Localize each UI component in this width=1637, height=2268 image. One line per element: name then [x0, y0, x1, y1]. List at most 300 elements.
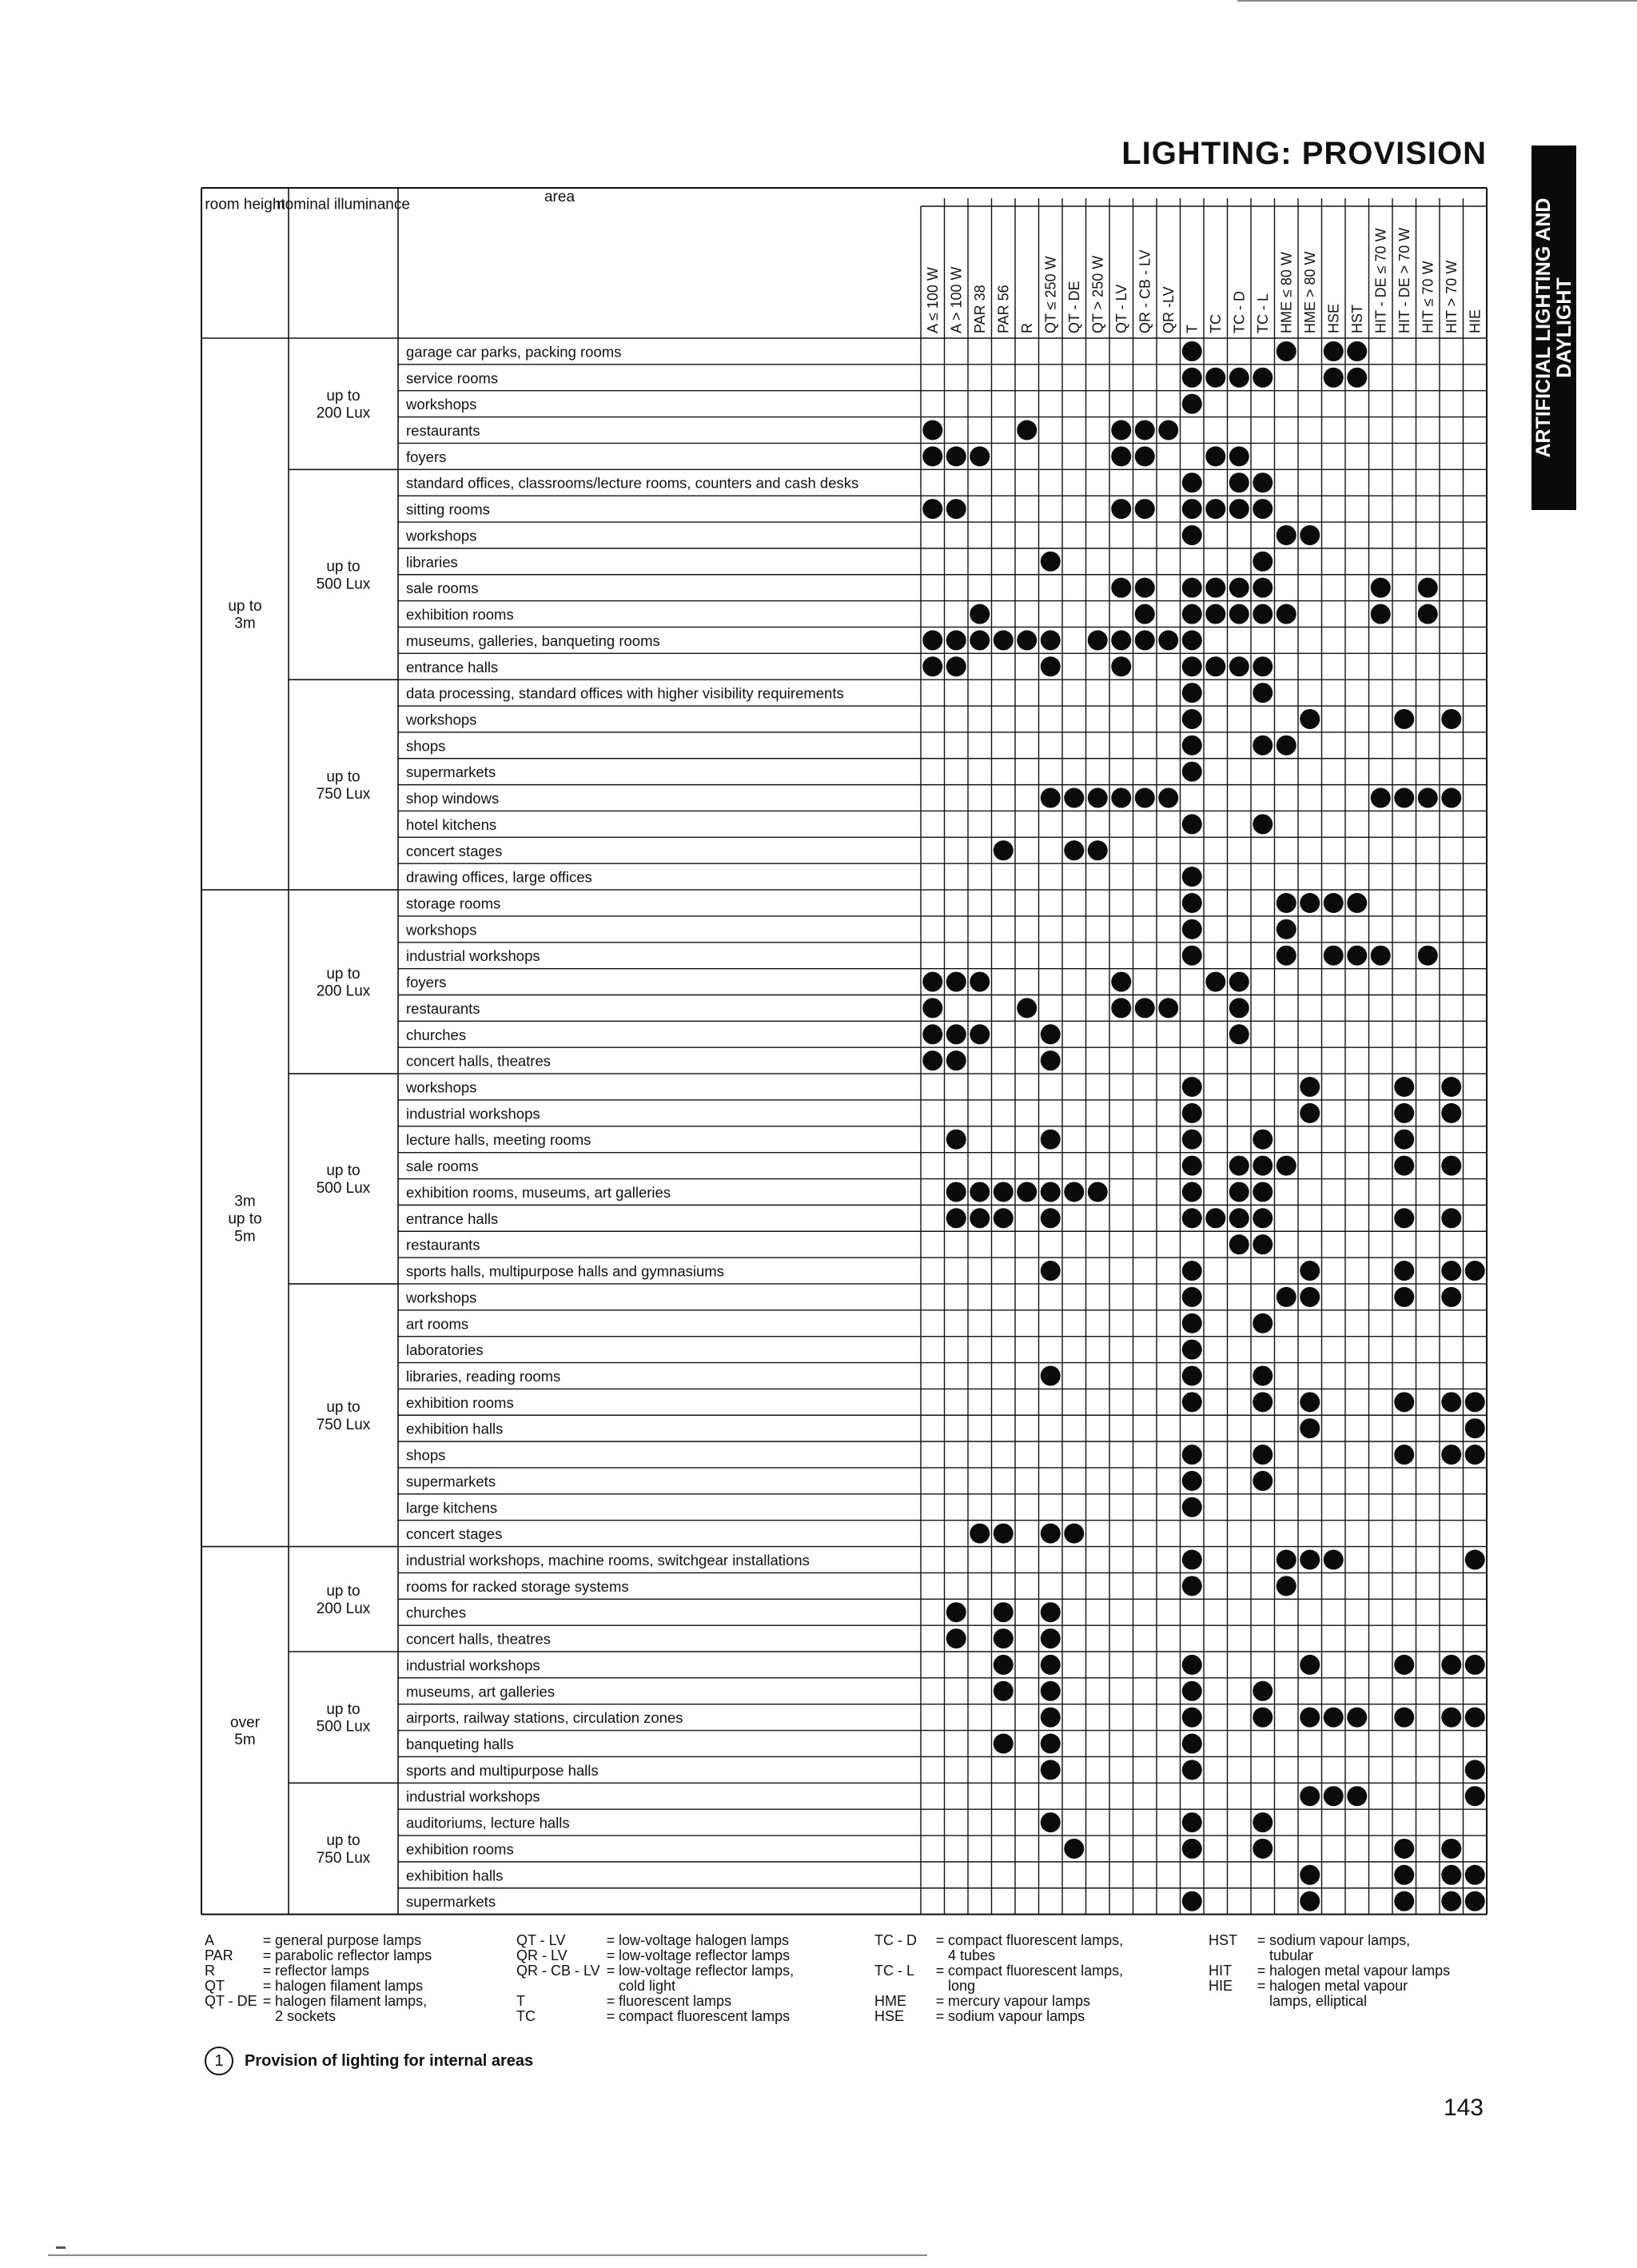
lamp-column-header: HME > 80 W	[1301, 251, 1318, 333]
row-area-label: art rooms	[406, 1315, 469, 1333]
row-area-label: exhibition rooms	[406, 1840, 514, 1858]
suitability-dot	[1394, 1891, 1414, 1911]
suitability-dot	[946, 446, 966, 466]
lamp-column-header: A > 100 W	[948, 266, 965, 333]
row-area-label: workshops	[406, 711, 477, 728]
suitability-dot	[994, 1208, 1014, 1228]
row-area-label: garage car parks, packing rooms	[406, 343, 622, 361]
room-height-label: up to 3m	[228, 597, 262, 632]
legend-equals: =	[935, 1963, 945, 1979]
legend-description: halogen filament lamps	[275, 1978, 424, 1994]
suitability-dot	[1465, 1760, 1485, 1780]
suitability-dot	[1064, 1524, 1084, 1544]
suitability-dot	[1111, 630, 1131, 650]
suitability-dot	[1300, 1655, 1320, 1675]
suitability-dot	[1182, 394, 1202, 414]
suitability-dot	[1277, 919, 1296, 939]
row-area-label: shops	[406, 1446, 446, 1464]
suitability-dot	[1182, 525, 1202, 545]
suitability-dot	[1324, 946, 1344, 966]
suitability-dot	[1300, 1549, 1320, 1569]
legend-abbreviation: PAR	[205, 1947, 233, 1963]
row-area-label: libraries	[406, 553, 458, 571]
suitability-dot	[1465, 1261, 1485, 1281]
suitability-dot	[1205, 656, 1225, 676]
suitability-dot	[1182, 1340, 1202, 1360]
row-area-label: industrial workshops	[406, 947, 540, 965]
row-area-label: standard offices, classrooms/lecture rooms, counters and cash desks	[406, 474, 859, 492]
suitability-dot	[1017, 998, 1037, 1018]
suitability-dot	[1041, 630, 1061, 650]
legend-entry	[1209, 1933, 1528, 1963]
legend-abbreviation: HME	[874, 1993, 906, 2009]
illuminance-label: up to 200 Lux	[316, 387, 371, 422]
suitability-dot	[970, 1024, 990, 1044]
suitability-dot	[1182, 1497, 1202, 1517]
suitability-dot	[1253, 1182, 1273, 1202]
suitability-dot	[1041, 1208, 1061, 1228]
suitability-dot	[1182, 1760, 1202, 1780]
suitability-dot	[1182, 1365, 1202, 1385]
suitability-dot	[1041, 656, 1061, 676]
suitability-dot	[1418, 946, 1438, 966]
suitability-dot	[1229, 998, 1249, 1018]
suitability-dot	[1253, 1208, 1273, 1228]
legend-description: sodium vapour lamps	[948, 2008, 1085, 2024]
legend-equals: =	[262, 1993, 272, 2009]
legend-description: reflector lamps	[275, 1963, 370, 1979]
legend-abbreviation: A	[205, 1932, 215, 1948]
suitability-dot	[1111, 972, 1131, 992]
illuminance-label: up to 200 Lux	[316, 965, 371, 1000]
legend-abbreviation: QT - DE	[205, 1993, 257, 2009]
suitability-dot	[1205, 368, 1225, 388]
lamp-column-header: TC - D	[1231, 291, 1248, 333]
legend-abbreviation: T	[516, 1993, 525, 2009]
legend-entry	[205, 1933, 508, 1948]
row-area-label: libraries, reading rooms	[406, 1367, 561, 1385]
suitability-dot	[1182, 1839, 1202, 1859]
suitability-dot	[946, 499, 966, 519]
legend-equals: =	[262, 1932, 272, 1948]
suitability-dot	[1324, 368, 1344, 388]
legend-column-4	[1209, 1933, 1528, 2009]
row-area-label: service rooms	[406, 369, 499, 387]
legend-entry	[205, 1994, 508, 2024]
suitability-dot	[1253, 735, 1273, 755]
row-area-label: industrial workshops, machine rooms, switchgear installations	[406, 1551, 810, 1568]
row-area-label: industrial workshops	[406, 1656, 540, 1674]
lamp-column-header: HIT ≤ 70 W	[1420, 261, 1436, 333]
lamp-column-header: HME ≤ 80 W	[1278, 252, 1295, 333]
suitability-dot	[946, 1130, 966, 1150]
suitability-dot	[1229, 1182, 1249, 1202]
row-area-label: exhibition rooms, museums, art galleries	[406, 1183, 671, 1201]
legend-abbreviation: HIT	[1209, 1963, 1232, 1979]
legend-description: general purpose lamps	[275, 1932, 422, 1948]
legend-equals: =	[1257, 1963, 1266, 1979]
suitability-dot	[1277, 604, 1296, 624]
suitability-dot	[1300, 525, 1320, 545]
suitability-dot	[922, 1050, 942, 1070]
suitability-dot	[1041, 1024, 1061, 1044]
suitability-dot	[1277, 893, 1296, 913]
suitability-dot	[1182, 1471, 1202, 1491]
legend-abbreviation: QT	[205, 1978, 225, 1994]
row-area-label: exhibition halls	[406, 1420, 504, 1437]
suitability-dot	[1158, 630, 1178, 650]
suitability-dot	[1347, 946, 1367, 966]
suitability-dot	[1182, 1261, 1202, 1281]
suitability-dot	[1253, 1365, 1273, 1385]
legend-entry	[516, 1963, 868, 1994]
suitability-dot	[1041, 1365, 1061, 1385]
lamp-column-header: QT ≤ 250 W	[1042, 256, 1059, 333]
suitability-dot	[1253, 1839, 1273, 1859]
suitability-dot	[970, 1208, 990, 1228]
suitability-dot	[1394, 1839, 1414, 1859]
row-area-label: laboratories	[406, 1341, 484, 1359]
suitability-dot	[1347, 1708, 1367, 1728]
suitability-dot	[1465, 1865, 1485, 1885]
suitability-dot	[1205, 578, 1225, 598]
suitability-dot	[1041, 552, 1061, 572]
illuminance-label: up to 500 Lux	[316, 558, 371, 593]
row-area-label: restaurants	[406, 1236, 480, 1254]
legend-description: fluorescent lamps	[619, 1993, 732, 2009]
suitability-dot	[1394, 1865, 1414, 1885]
row-area-label: sale rooms	[406, 1158, 479, 1175]
row-area-label: hotel kitchens	[406, 815, 497, 833]
legend-description: halogen filament lamps, 2 sockets	[275, 1993, 428, 2024]
legend-description: compact fluorescent lamps, long	[948, 1963, 1124, 1994]
suitability-dot	[1394, 1445, 1414, 1465]
suitability-dot	[922, 421, 942, 440]
legend-equals: =	[935, 1932, 945, 1948]
caption-text: Provision of lighting for internal areas	[245, 2051, 534, 2070]
lamp-column-header: HIE	[1467, 309, 1484, 333]
legend-equals: =	[1257, 1932, 1266, 1948]
suitability-dot	[1064, 788, 1084, 808]
row-area-label: drawing offices, large offices	[406, 868, 592, 886]
suitability-dot	[1394, 1156, 1414, 1176]
lamp-column-header: QT - DE	[1065, 281, 1082, 333]
legend-abbreviation: HSE	[874, 2008, 905, 2024]
suitability-dot	[1394, 1103, 1414, 1123]
suitability-dot	[1465, 1655, 1485, 1675]
suitability-dot	[1182, 1445, 1202, 1465]
caption-number: 1	[205, 2047, 233, 2075]
suitability-dot	[1277, 735, 1296, 755]
suitability-dot	[1182, 946, 1202, 966]
suitability-dot	[1253, 578, 1273, 598]
suitability-dot	[1182, 919, 1202, 939]
row-area-label: auditoriums, lecture halls	[406, 1814, 570, 1832]
lamp-column-header: QT - LV	[1113, 284, 1129, 333]
suitability-dot	[946, 1182, 966, 1202]
suitability-dot	[946, 1024, 966, 1044]
suitability-dot	[1041, 788, 1061, 808]
row-area-label: museums, galleries, banqueting rooms	[406, 632, 660, 649]
suitability-dot	[1229, 1156, 1249, 1176]
lamp-column-header: QT > 250 W	[1089, 255, 1106, 333]
suitability-dot	[1465, 1392, 1485, 1412]
suitability-dot	[1300, 1261, 1320, 1281]
suitability-dot	[1300, 893, 1320, 913]
suitability-dot	[1182, 762, 1202, 782]
legend-equals: =	[262, 1963, 272, 1979]
row-area-label: workshops	[406, 921, 477, 939]
row-area-label: data processing, standard offices with higher visibility requirements	[406, 684, 844, 702]
suitability-dot	[1441, 788, 1461, 808]
suitability-dot	[1182, 1576, 1202, 1596]
suitability-dot	[1182, 1287, 1202, 1307]
suitability-dot	[1111, 421, 1131, 440]
illuminance-label: up to 750 Lux	[316, 1398, 371, 1433]
figure-caption	[205, 2047, 533, 2075]
illuminance-label: up to 750 Lux	[316, 768, 371, 803]
suitability-dot	[1371, 578, 1391, 598]
header-area: area	[544, 189, 576, 205]
suitability-dot	[1394, 1392, 1414, 1412]
legend-equals: =	[262, 1947, 272, 1963]
suitability-dot	[1182, 1734, 1202, 1754]
legend-description: mercury vapour lamps	[948, 1993, 1091, 2009]
row-area-label: entrance halls	[406, 658, 499, 676]
row-area-label: supermarkets	[406, 1473, 496, 1490]
suitability-dot	[1300, 1392, 1320, 1412]
legend-abbreviation: HST	[1209, 1932, 1237, 1948]
suitability-dot	[922, 972, 942, 992]
suitability-dot	[922, 499, 942, 519]
legend-column-1	[205, 1933, 508, 2024]
suitability-dot	[1300, 1708, 1320, 1728]
suitability-dot	[1182, 368, 1202, 388]
suitability-dot	[1111, 578, 1131, 598]
suitability-dot	[1182, 814, 1202, 834]
lamp-column-header: PAR 56	[995, 285, 1012, 333]
suitability-dot	[1182, 893, 1202, 913]
suitability-dot	[1182, 1708, 1202, 1728]
room-height-label: 3m up to 5m	[228, 1193, 262, 1246]
suitability-dot	[1229, 1234, 1249, 1254]
suitability-dot	[1441, 1891, 1461, 1911]
lamp-column-header: A ≤ 100 W	[924, 267, 941, 333]
legend-abbreviation: TC - L	[874, 1963, 915, 1979]
suitability-dot	[1253, 1392, 1273, 1412]
suitability-dot	[1300, 1077, 1320, 1097]
row-area-label: sitting rooms	[406, 500, 490, 518]
suitability-dot	[1135, 998, 1155, 1018]
suitability-dot	[1253, 1812, 1273, 1832]
suitability-dot	[1182, 1103, 1202, 1123]
suitability-dot	[1277, 1549, 1296, 1569]
legend-equals: =	[606, 1932, 615, 1948]
suitability-dot	[1135, 788, 1155, 808]
suitability-dot	[1324, 1549, 1344, 1569]
suitability-dot	[922, 656, 942, 676]
suitability-dot	[1088, 1182, 1108, 1202]
suitability-dot	[1182, 1812, 1202, 1832]
suitability-dot	[946, 630, 966, 650]
suitability-dot	[1182, 1208, 1202, 1228]
row-area-label: supermarkets	[406, 1893, 496, 1911]
suitability-dot	[1182, 1182, 1202, 1202]
suitability-dot	[1182, 499, 1202, 519]
suitability-dot	[1064, 1839, 1084, 1859]
suitability-dot	[1158, 421, 1178, 440]
suitability-dot	[922, 1024, 942, 1044]
legend-equals: =	[606, 1993, 615, 2009]
lamp-column-header: HIT - DE ≤ 70 W	[1372, 228, 1389, 333]
section-tab-label: ARTIFICIAL LIGHTING AND DAYLIGHT	[1532, 197, 1575, 458]
suitability-dot	[1253, 499, 1273, 519]
suitability-dot	[1394, 1708, 1414, 1728]
legend-abbreviation: TC - D	[874, 1932, 917, 1948]
suitability-dot	[1441, 1708, 1461, 1728]
suitability-dot	[1182, 1891, 1202, 1911]
suitability-dot	[1111, 998, 1131, 1018]
suitability-dot	[1441, 1156, 1461, 1176]
suitability-dot	[1347, 368, 1367, 388]
row-area-label: industrial workshops	[406, 1788, 540, 1805]
suitability-dot	[1394, 709, 1414, 729]
row-area-label: banqueting halls	[406, 1736, 514, 1753]
row-area-label: concert halls, theatres	[406, 1052, 551, 1070]
suitability-dot	[1347, 1786, 1367, 1806]
suitability-dot	[1182, 1681, 1202, 1701]
legend-abbreviation: QR - CB - LV	[516, 1963, 600, 1979]
legend-column-3	[874, 1933, 1210, 2024]
suitability-dot	[1394, 1208, 1414, 1228]
suitability-dot	[994, 1602, 1014, 1622]
illuminance-label: up to 500 Lux	[316, 1162, 371, 1198]
suitability-dot	[1182, 1655, 1202, 1675]
suitability-dot	[1253, 1445, 1273, 1465]
lamp-column-header: R	[1018, 323, 1035, 333]
legend-description: parabolic reflector lamps	[275, 1947, 432, 1963]
suitability-dot	[1441, 1392, 1461, 1412]
suitability-dot	[1182, 1549, 1202, 1569]
row-area-label: storage rooms	[406, 895, 501, 912]
row-area-label: workshops	[406, 1078, 477, 1096]
suitability-dot	[970, 972, 990, 992]
suitability-dot	[1253, 656, 1273, 676]
suitability-dot	[1229, 472, 1249, 492]
suitability-dot	[1229, 446, 1249, 466]
suitability-dot	[1300, 1287, 1320, 1307]
row-area-label: sports and multipurpose halls	[406, 1761, 599, 1779]
suitability-dot	[1394, 1130, 1414, 1150]
legend-entry	[516, 1994, 868, 2009]
lamp-column-header: QR - CB - LV	[1137, 249, 1153, 333]
legend-abbreviation: QR - LV	[516, 1947, 568, 1963]
suitability-dot	[1277, 946, 1296, 966]
suitability-dot	[1205, 499, 1225, 519]
lamp-column-header: HSE	[1325, 303, 1342, 333]
suitability-dot	[1182, 1130, 1202, 1150]
suitability-dot	[994, 1182, 1014, 1202]
suitability-dot	[994, 1681, 1014, 1701]
suitability-dot	[994, 840, 1014, 860]
row-area-label: sale rooms	[406, 580, 479, 597]
suitability-dot	[1253, 1313, 1273, 1333]
suitability-dot	[1253, 552, 1273, 572]
suitability-dot	[1418, 788, 1438, 808]
suitability-dot	[1229, 499, 1249, 519]
row-area-label: sports halls, multipurpose halls and gymnasiums	[406, 1262, 724, 1280]
suitability-dot	[1064, 840, 1084, 860]
suitability-dot	[1253, 1708, 1273, 1728]
suitability-dot	[1041, 1130, 1061, 1150]
suitability-dot	[1441, 1655, 1461, 1675]
illuminance-label: up to 200 Lux	[316, 1583, 371, 1617]
lamp-column-header: HIT - DE > 70 W	[1396, 227, 1412, 333]
suitability-dot	[1205, 972, 1225, 992]
row-area-label: supermarkets	[406, 763, 496, 781]
suitability-dot	[1041, 1050, 1061, 1070]
row-area-label: churches	[406, 1026, 467, 1043]
suitability-dot	[1017, 421, 1037, 440]
footer-rule	[48, 2254, 927, 2256]
row-area-label: large kitchens	[406, 1499, 498, 1517]
suitability-dot	[1300, 1786, 1320, 1806]
suitability-dot	[1441, 1103, 1461, 1123]
suitability-dot	[1300, 1418, 1320, 1438]
suitability-dot	[1277, 341, 1296, 361]
suitability-dot	[1465, 1418, 1485, 1438]
lamp-column-header: QR -LV	[1160, 286, 1177, 333]
suitability-dot	[1300, 1103, 1320, 1123]
row-area-label: restaurants	[406, 422, 480, 440]
suitability-dot	[1041, 1628, 1061, 1648]
suitability-dot	[1182, 656, 1202, 676]
suitability-dot	[970, 446, 990, 466]
suitability-dot	[1182, 604, 1202, 624]
suitability-dot	[1253, 683, 1273, 703]
suitability-dot	[1182, 1392, 1202, 1412]
suitability-dot	[1253, 368, 1273, 388]
suitability-dot	[1465, 1891, 1485, 1911]
suitability-dot	[1182, 683, 1202, 703]
legend-entry	[205, 1979, 508, 1994]
legend-entry	[874, 1963, 1210, 1994]
row-area-label: churches	[406, 1604, 467, 1621]
legend-abbreviation: R	[205, 1963, 215, 1979]
suitability-dot	[1017, 630, 1037, 650]
suitability-dot	[1465, 1445, 1485, 1465]
suitability-dot	[1465, 1549, 1485, 1569]
suitability-dot	[1088, 840, 1108, 860]
legend-equals: =	[262, 1978, 272, 1994]
suitability-dot	[946, 1050, 966, 1070]
suitability-dot	[1300, 1865, 1320, 1885]
suitability-dot	[1277, 1156, 1296, 1176]
suitability-dot	[1253, 1130, 1273, 1150]
suitability-dot	[1205, 446, 1225, 466]
suitability-dot	[946, 972, 966, 992]
suitability-dot	[1111, 446, 1131, 466]
suitability-dot	[1111, 499, 1131, 519]
legend-entry	[874, 2009, 1210, 2024]
row-area-label: concert stages	[406, 842, 503, 859]
suitability-dot	[1253, 814, 1273, 834]
suitability-dot	[1229, 972, 1249, 992]
legend-entry	[874, 1933, 1210, 1963]
row-area-label: exhibition halls	[406, 1867, 504, 1884]
suitability-dot	[1111, 788, 1131, 808]
suitability-dot	[1135, 499, 1155, 519]
